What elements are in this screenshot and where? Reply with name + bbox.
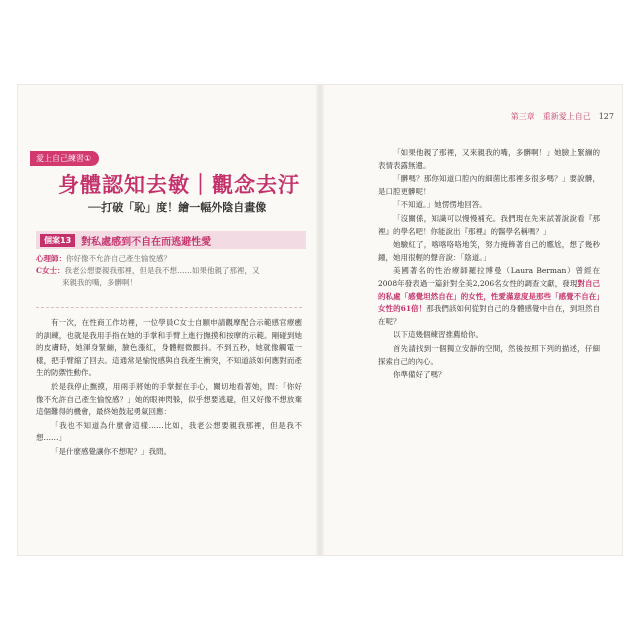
dialog-role: C女士： <box>36 266 65 275</box>
page-number: 127 <box>598 112 614 121</box>
case-dialog <box>36 253 302 289</box>
case-title: 對私處感到不自在而逃避性愛 <box>81 236 212 248</box>
left-body-text <box>36 317 302 460</box>
right-page <box>320 85 622 555</box>
running-header <box>511 111 614 122</box>
body-paragraph: 「是什麼感覺讓你不想呢？」我問。 <box>51 446 171 456</box>
exercise-tab: 愛上自己練習① <box>30 151 99 166</box>
section-subtitle: ──打破「恥」度！繪一幅外陰自畫像 <box>88 201 267 214</box>
dialog-text: 我老公想要親我那裡，但是我不想……如果他親了那裡，又 <box>64 266 260 275</box>
body-paragraph: 「沒關係，知識可以慢慢補充。我們現在先來試著說說看『那裡』的學名吧！你能說出『那裡』的醫學名稱嗎？」 <box>378 213 600 236</box>
body-paragraph: 有一次，在性商工作坊裡，一位學員C女士自願申請觀摩配合示範感官療癒的訓練，也就是我用手指在她的手掌和手臂上進行撫摸和按摩的示範。剛碰到她的皮膚時，她渾身緊繃，臉色漲紅，身體輕微顫抖。不到五秒，她就像觸電一樣，把手臂縮了回去。這通常是愉悅感與自我產生衝突，不知道該如何應對而產生的防禦性動作。 <box>36 318 302 378</box>
body-paragraph-highlight <box>378 265 600 328</box>
body-paragraph: 以下這幾個練習推薦給你。 <box>393 330 483 340</box>
body-paragraph: 「如果他親了那裡，又來親我的嘴，多髒啊！」她臉上緊繃的表情表露無遺。 <box>378 148 600 170</box>
case-divider <box>36 307 302 308</box>
body-paragraph: 「髒嗎？那你知道口腔內的細菌比那裡多很多嗎？」要說髒，是口腔更髒呢！ <box>378 174 600 196</box>
body-paragraph: 她驗紅了，喀喀咯咯地笑，努力掩飾著自己的尷尬，想了幾秒鐘，她用很輕的聲音說：「陰道。」 <box>378 240 600 262</box>
body-paragraph: 「不知道。」她愣愣地回答。 <box>393 200 487 210</box>
dialog-text: 來親我的嘴，多髒啊！ <box>62 278 137 287</box>
dialog-text: 你好像不允許自己產生愉悅感？ <box>66 254 171 263</box>
section-title: 身體認知去敏｜觀念去汙 <box>58 173 300 197</box>
body-paragraph: 「我也不知道為什麼會這樣……比如，我老公想要親我那裡，但是我不想……」 <box>36 420 302 443</box>
chapter-name: 重新愛上自己 <box>542 112 591 121</box>
left-page <box>18 85 320 555</box>
body-paragraph: 你準備好了嗎？ <box>393 370 446 380</box>
case-badge: 個案13 <box>40 234 75 247</box>
dialog-role: 心理師： <box>36 254 66 263</box>
highlighted-finding: 對自己的私處「感覺坦然自在」的女性，性愛滿意度是那些「感覺不自在」女性的61倍！ <box>378 278 601 314</box>
dialog-line <box>36 277 302 289</box>
right-body-text <box>378 147 600 383</box>
book-spread <box>18 85 622 555</box>
body-paragraph: 首先請找到一個獨立安靜的空間，然後按照下列的描述，仔細探索自己的內心。 <box>378 343 600 366</box>
body-paragraph: 於是我停止撫摸，用兩手將她的手掌握在手心，關切地看著她，問：「你好像不允許自己產生愉悅感？」她的眼神閃躲，似乎想要逃避，但又好像不想放棄這個難得的機會，最終她鼓起勇氣回應： <box>36 381 302 417</box>
chapter-label: 第三章 <box>510 112 535 121</box>
dialog-line <box>36 253 302 265</box>
paragraph-text: 美國著名的性治療師羅拉博曼（Laura Berman）曾經在2008年發表過一篇針對全美2,206名女性的調查文獻，發現 <box>378 266 600 288</box>
dialog-line <box>36 265 302 277</box>
paragraph-text: 那我們該如何從對自己的身體感覺中自在，到坦然自在呢？ <box>378 304 601 326</box>
case-header <box>36 231 306 249</box>
